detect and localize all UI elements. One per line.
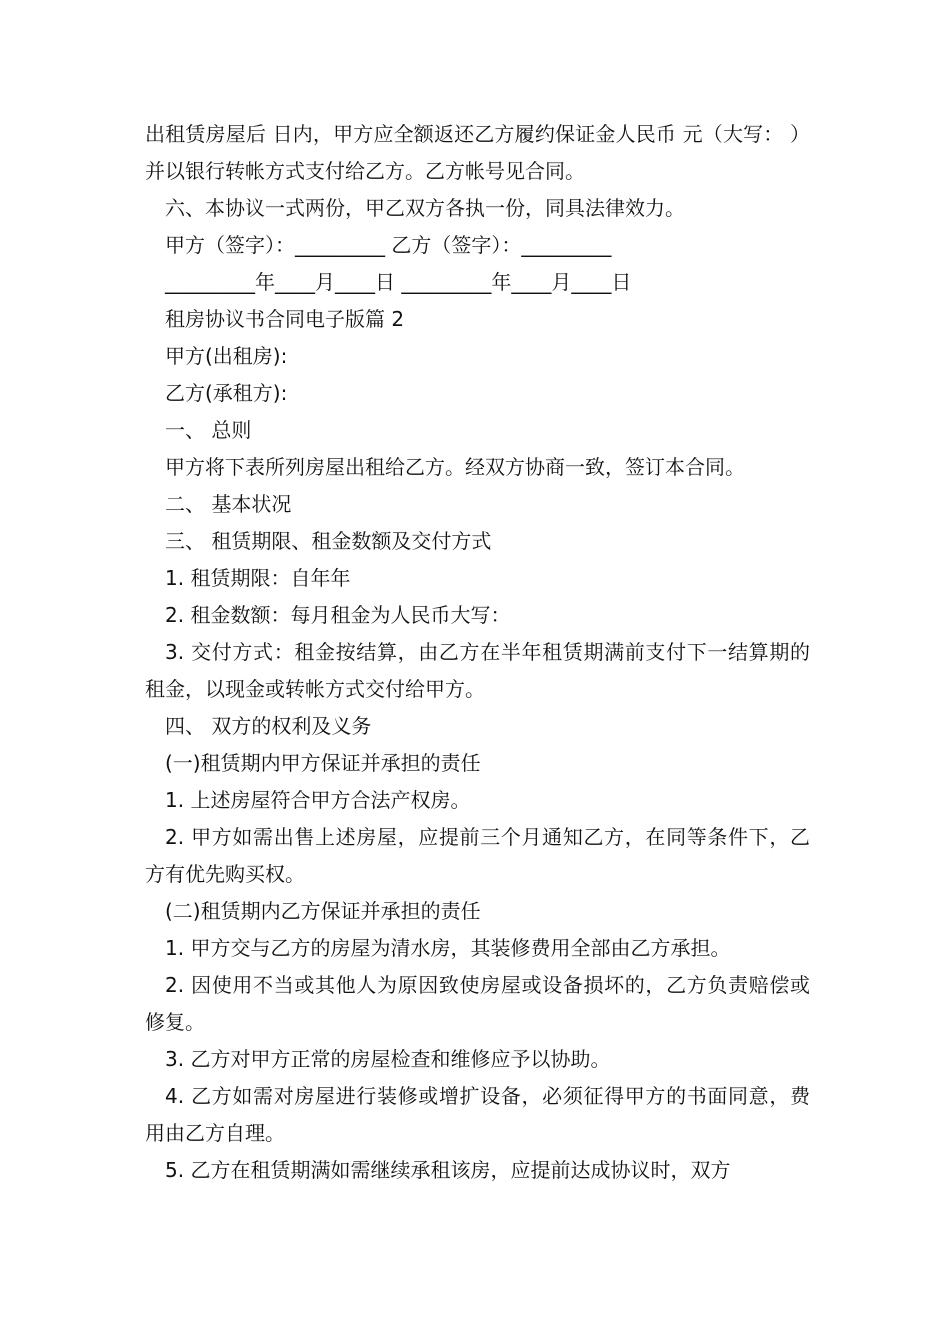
document-body [145, 116, 810, 1189]
subheading-party-b-duties: (二)租赁期内乙方保证并承担的责任 [165, 899, 481, 923]
paragraph-deposit-return: 出租赁房屋后 日内，甲方应全额返还乙方履约保证金人民币 元（大写： ）并以银行转帐方式支付给乙方。乙方帐号见合同。 [145, 122, 810, 183]
heading-basic-status: 二、 基本状况 [165, 492, 292, 516]
item-b-4: 4. 乙方如需对房屋进行装修或增扩设备，必须征得甲方的书面同意，费用由乙方自理。 [145, 1084, 810, 1145]
item-lease-period: 1. 租赁期限：自年年 [165, 566, 351, 590]
heading-general: 一、 总则 [165, 418, 252, 442]
section-title: 租房协议书合同电子版篇 2 [165, 307, 405, 331]
item-payment-method: 3. 交付方式：租金按结算，由乙方在半年租赁期满前支付下一结算期的租金，以现金或转帐方式交付给甲方。 [145, 640, 810, 701]
party-a-line: 甲方(出租房): [165, 344, 288, 368]
item-b-5: 5. 乙方在租赁期满如需继续承租该房，应提前达成协议时，双方 [165, 1158, 731, 1182]
item-a-2: 2. 甲方如需出售上述房屋，应提前三个月通知乙方，在同等条件下，乙方有优先购买权。 [145, 825, 810, 886]
item-a-1: 1. 上述房屋符合甲方合法产权房。 [165, 788, 471, 812]
heading-rights-obligations: 四、 双方的权利及义务 [165, 714, 372, 738]
signature-line: 甲方（签字）：_________ 乙方（签字）：_________ [165, 233, 612, 257]
party-b-line: 乙方(承租方): [165, 381, 288, 405]
item-b-1: 1. 甲方交与乙方的房屋为清水房，其装修费用全部由乙方承担。 [165, 936, 731, 960]
subheading-party-a-duties: (一)租赁期内甲方保证并承担的责任 [165, 751, 481, 775]
date-line: _________年____月____日 _________年____月____日 [165, 270, 632, 294]
item-rent-amount: 2. 租金数额：每月租金为人民币大写： [165, 603, 511, 627]
item-b-2: 2. 因使用不当或其他人为原因致使房屋或设备损坏的，乙方负责赔偿或修复。 [145, 973, 810, 1034]
paragraph-general: 甲方将下表所列房屋出租给乙方。经双方协商一致，签订本合同。 [165, 455, 745, 479]
paragraph-clause-six: 六、本协议一式两份，甲乙双方各执一份，同具法律效力。 [165, 196, 685, 220]
heading-lease-term: 三、 租赁期限、租金数额及交付方式 [165, 529, 492, 553]
item-b-3: 3. 乙方对甲方正常的房屋检查和维修应予以协助。 [165, 1047, 611, 1071]
